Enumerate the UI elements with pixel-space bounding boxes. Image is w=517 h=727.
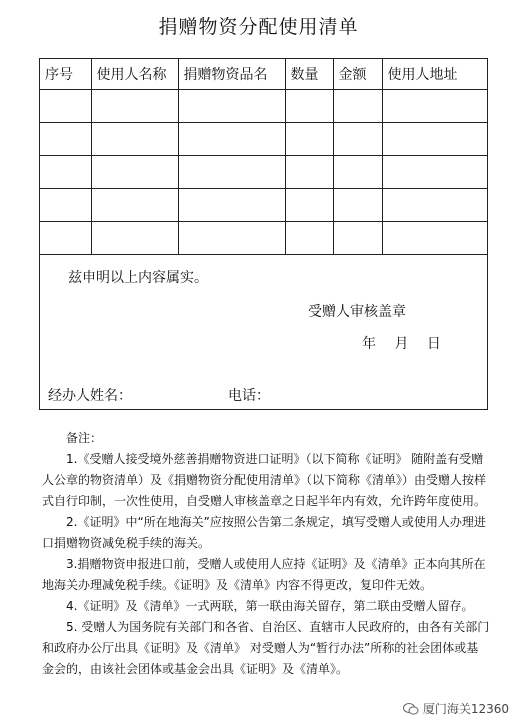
table-cell[interactable] — [333, 90, 382, 123]
table-row — [40, 156, 487, 189]
date-label: 年 月 日 — [362, 336, 441, 352]
col-header-item-name: 捐赠物资品名 — [178, 59, 285, 90]
table-row — [40, 222, 487, 255]
col-header-index: 序号 — [40, 59, 91, 90]
table-cell[interactable] — [178, 156, 285, 189]
note-item-4: 4.《证明》及《清单》一式两联，第一联由海关留存，第二联由受赠人留存。 — [66, 599, 474, 613]
table-cell[interactable] — [382, 222, 487, 255]
table-header-row — [40, 59, 487, 90]
table-cell[interactable] — [382, 123, 487, 156]
table-cell[interactable] — [91, 90, 178, 123]
note-item-5: 5. 受赠人为国务院有关部门和各省、自治区、直辖市人民政府的，由各有关部门和政府办公厅出具《证明》及《清单》 对受赠人为“暂行办法”所称的社会团体或基金会的，由该社会团体或基金会出具《证明》及《清单》。 — [42, 620, 490, 676]
table-cell[interactable] — [333, 222, 382, 255]
col-header-user-name: 使用人名称 — [91, 59, 178, 90]
table-cell[interactable] — [333, 189, 382, 222]
allocation-form — [39, 58, 488, 410]
notes-heading: 备注： — [66, 431, 103, 445]
declaration-text: 兹申明以上内容属实。 — [68, 270, 208, 286]
table-cell[interactable] — [40, 222, 91, 255]
table-row — [40, 123, 487, 156]
watermark-text: 厦门海关12360 — [422, 702, 509, 716]
table-cell[interactable] — [40, 189, 91, 222]
seal-label: 受赠人审核盖章 — [308, 304, 406, 320]
col-header-user-address: 使用人地址 — [382, 59, 487, 90]
table-cell[interactable] — [285, 123, 333, 156]
table-cell[interactable] — [382, 90, 487, 123]
table-cell[interactable] — [91, 222, 178, 255]
table-cell[interactable] — [178, 222, 285, 255]
table-row — [40, 90, 487, 123]
table-cell[interactable] — [178, 90, 285, 123]
table-cell[interactable] — [285, 90, 333, 123]
table-cell[interactable] — [382, 189, 487, 222]
table-cell[interactable] — [178, 189, 285, 222]
note-item-1: 1.《受赠人接受境外慈善捐赠物资进口证明》（以下简称《证明》 随附盖有受赠人公章的物资清单）及《捐赠物资分配使用清单》（以下简称《清单》）由受赠人按样式自行印制，一次性使用，自受赠人审核盖章之日起半年内有效，允许跨年度使用。 — [42, 452, 487, 508]
wechat-icon — [403, 702, 419, 716]
table-cell[interactable] — [91, 189, 178, 222]
col-header-amount: 金额 — [333, 59, 382, 90]
handler-name-label: 经办人姓名： — [48, 388, 132, 404]
table-cell[interactable] — [40, 156, 91, 189]
table-cell[interactable] — [40, 123, 91, 156]
table-cell[interactable] — [91, 123, 178, 156]
table-cell[interactable] — [285, 189, 333, 222]
table-row — [40, 189, 487, 222]
notes-section — [42, 428, 490, 680]
col-header-quantity: 数量 — [285, 59, 333, 90]
table-cell[interactable] — [40, 90, 91, 123]
allocation-table — [40, 59, 487, 255]
phone-label: 电话： — [228, 388, 270, 404]
note-item-3: 3.捐赠物资申报进口前，受赠人或使用人应持《证明》及《清单》正本向其所在地海关办理减免税手续。《证明》及《清单》内容不得更改，复印件无效。 — [42, 557, 486, 592]
table-cell[interactable] — [333, 123, 382, 156]
table-cell[interactable] — [285, 222, 333, 255]
note-item-2: 2.《证明》中“所在地海关”应按照公告第二条规定，填写受赠人或使用人办理进口捐赠物资减免税手续的海关。 — [42, 515, 486, 550]
watermark — [403, 700, 509, 717]
page-title: 捐赠物资分配使用清单 — [158, 16, 359, 38]
table-cell[interactable] — [178, 123, 285, 156]
table-cell[interactable] — [333, 156, 382, 189]
table-cell[interactable] — [91, 156, 178, 189]
table-cell[interactable] — [382, 156, 487, 189]
table-cell[interactable] — [285, 156, 333, 189]
